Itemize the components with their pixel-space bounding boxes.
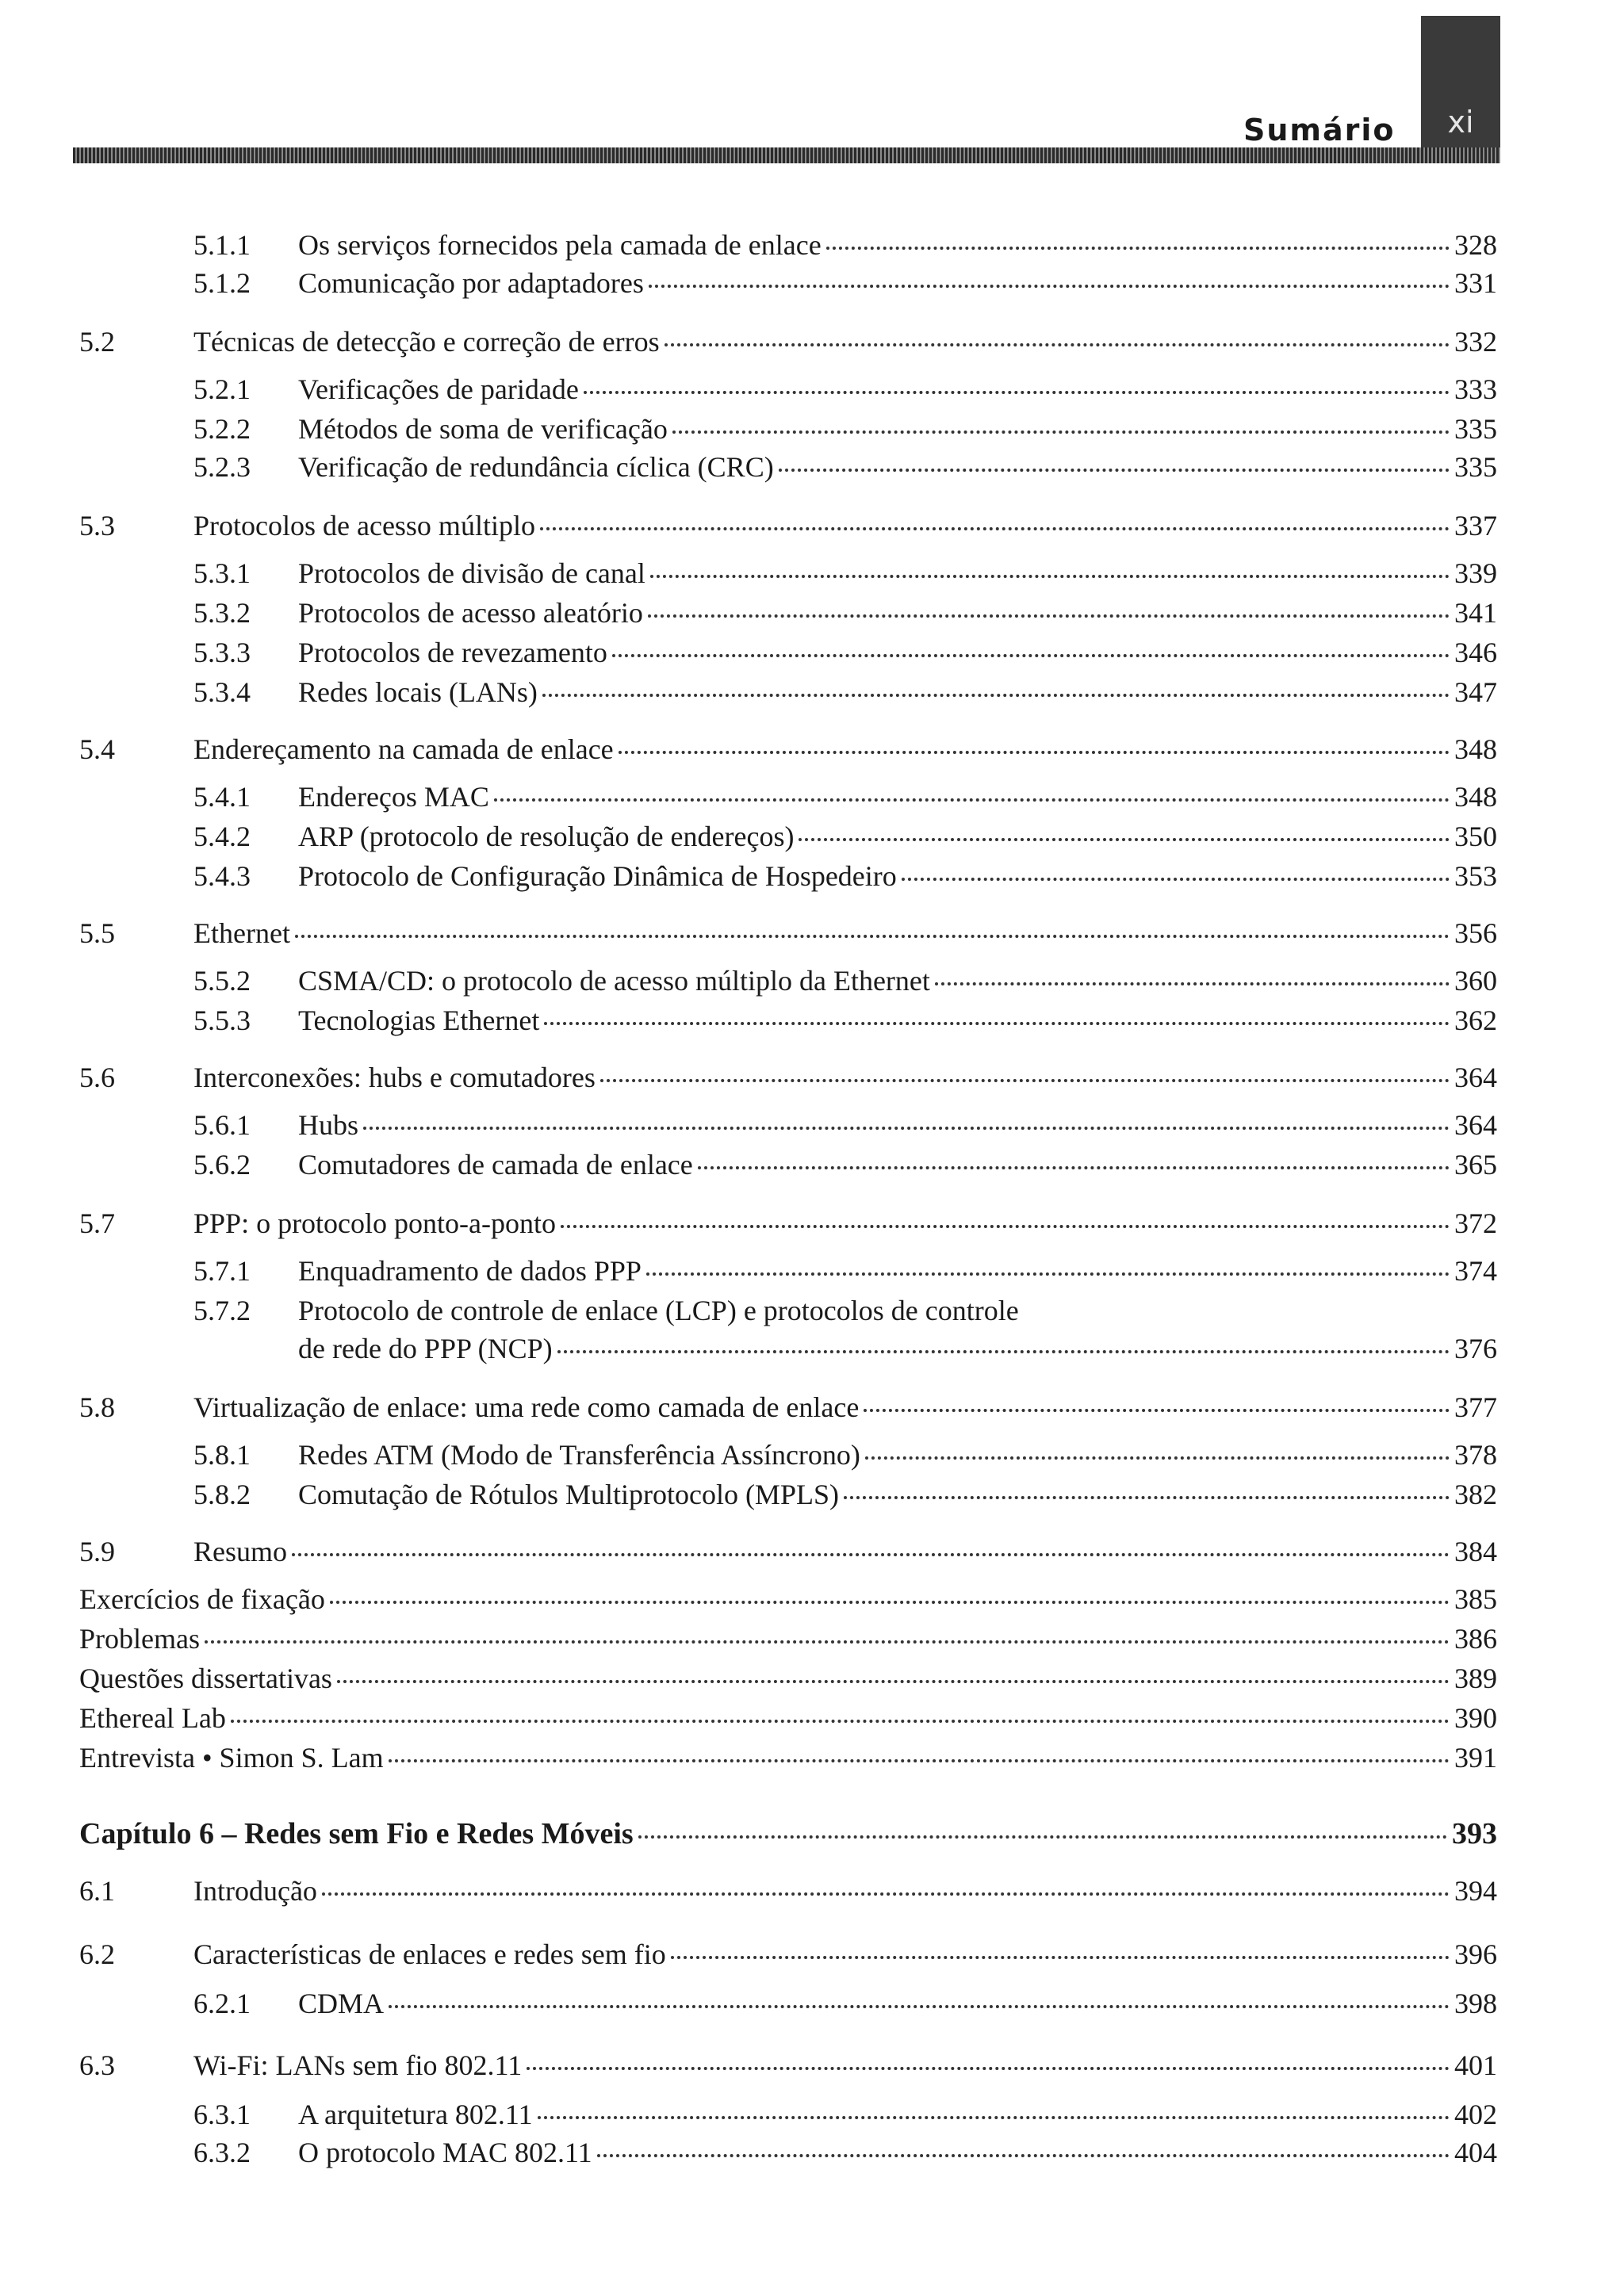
- toc-entry-leader-line: [298, 411, 1497, 447]
- dot-leader: [844, 1496, 1450, 1499]
- toc-entry-number: 5.9: [79, 1536, 115, 1567]
- toc-entry[interactable]: [0, 858, 1624, 894]
- toc-entry[interactable]: [0, 507, 1624, 544]
- toc-entry[interactable]: [0, 1002, 1624, 1039]
- toc-entry-page: 391: [1454, 1742, 1497, 1774]
- dot-leader: [540, 527, 1450, 530]
- toc-entry-title: Protocolos de acesso aleatório: [298, 597, 643, 629]
- toc-entry[interactable]: [0, 555, 1624, 591]
- toc-entry-title: Tecnologias Ethernet: [298, 1004, 540, 1036]
- dot-leader: [205, 1640, 1450, 1644]
- toc-entry[interactable]: [0, 411, 1624, 447]
- dot-leader: [612, 654, 1450, 657]
- toc-entry-leader-line: [298, 962, 1497, 999]
- toc-entry[interactable]: [0, 2096, 1624, 2133]
- toc-entry-title: CSMA/CD: o protocolo de acesso múltiplo da Ethernet: [298, 965, 930, 997]
- dot-leader: [544, 1022, 1450, 1025]
- toc-entry[interactable]: [0, 779, 1624, 815]
- toc-entry-page: 335: [1454, 451, 1497, 483]
- toc-entry-leader-line: [298, 1476, 1497, 1513]
- toc-entry-number: 5.2.2: [193, 413, 251, 445]
- toc-entry-leader-line: [298, 227, 1497, 263]
- toc-entry-title: Entrevista • Simon S. Lam: [79, 1742, 384, 1774]
- dot-leader: [650, 575, 1450, 578]
- toc-entry-title: Problemas: [79, 1623, 200, 1655]
- toc-entry-page: 364: [1454, 1062, 1497, 1093]
- dot-leader: [779, 469, 1450, 472]
- toc-entry-leader-line: [193, 1059, 1497, 1096]
- dot-leader: [826, 247, 1450, 250]
- toc-entry-title: O protocolo MAC 802.11: [298, 2137, 592, 2168]
- toc-entry-leader-line: [193, 1936, 1497, 1973]
- toc-entry-number: 5.3.2: [193, 597, 251, 629]
- toc-entry-page: 332: [1454, 326, 1497, 358]
- toc-entry-page: 393: [1452, 1817, 1497, 1850]
- toc-entry-title: ARP (protocolo de resolução de endereços): [298, 821, 795, 852]
- dot-leader: [600, 1079, 1450, 1082]
- toc-entry-leader-line: [298, 1107, 1497, 1143]
- toc-entry-number: 5.4.3: [193, 860, 251, 892]
- dot-leader: [864, 1409, 1450, 1412]
- toc-entry-number: 5.3.3: [193, 637, 251, 668]
- dot-leader: [330, 1601, 1450, 1604]
- dot-leader: [561, 1225, 1450, 1228]
- toc-entry-title: Interconexões: hubs e comutadores: [193, 1062, 596, 1093]
- toc-entry-page: 333: [1454, 373, 1497, 405]
- toc-entry-title: PPP: o protocolo ponto-a-ponto: [193, 1207, 556, 1239]
- toc-entry-leader-line: [298, 449, 1497, 485]
- toc-entry-number: 5.8: [79, 1391, 115, 1423]
- toc-chapter-entry[interactable]: [0, 1816, 1624, 1852]
- toc-entry-title: Técnicas de detecção e correção de erros: [193, 326, 660, 358]
- toc-entry[interactable]: [0, 449, 1624, 485]
- toc-entry-leader-line: [298, 1146, 1497, 1183]
- toc-entry[interactable]: [0, 2047, 1624, 2084]
- dot-leader: [638, 1835, 1447, 1839]
- toc-entry-number: 5.7: [79, 1207, 115, 1239]
- toc-entry-number: 5.3: [79, 510, 115, 541]
- toc-entry[interactable]: [0, 1476, 1624, 1513]
- toc-entry[interactable]: [0, 915, 1624, 951]
- toc-entry-page: 331: [1454, 267, 1497, 299]
- toc-entry[interactable]: [0, 1205, 1624, 1242]
- toc-entry-leader-line: [298, 1253, 1497, 1289]
- toc-entry[interactable]: [0, 1253, 1624, 1289]
- toc-entry[interactable]: [0, 1581, 1624, 1617]
- toc-entry-title: Ethernet: [193, 917, 290, 949]
- toc-entry-number: 5.1.2: [193, 267, 251, 299]
- toc-entry-page: 360: [1454, 965, 1497, 997]
- toc-entry[interactable]: [0, 674, 1624, 710]
- toc-entry-number: 5.2.1: [193, 373, 251, 405]
- toc-entry-page: 365: [1454, 1149, 1497, 1181]
- toc-entry[interactable]: [0, 634, 1624, 671]
- dot-leader: [646, 1272, 1450, 1276]
- toc-entry[interactable]: [0, 1700, 1624, 1736]
- toc-entry-title: Métodos de soma de verificação: [298, 413, 668, 445]
- toc-entry-leader-line: [298, 2096, 1497, 2133]
- toc-entry-leader-line: [193, 1389, 1497, 1425]
- dot-leader: [648, 614, 1450, 618]
- toc-entry-leader-line: [298, 371, 1497, 408]
- toc-entry-title: Endereçamento na camada de enlace: [193, 733, 614, 765]
- toc-entry-number: 5.8.2: [193, 1479, 251, 1510]
- toc-entry[interactable]: [0, 1660, 1624, 1697]
- toc-entry[interactable]: [0, 1739, 1624, 1776]
- toc-entry[interactable]: [0, 2134, 1624, 2171]
- toc-entry[interactable]: [0, 1107, 1624, 1143]
- toc-entry[interactable]: [0, 1437, 1624, 1473]
- toc-entry-leader-line: [298, 1437, 1497, 1473]
- toc-entry-title: Protocolos de revezamento: [298, 637, 607, 668]
- toc-entry-number: 5.4: [79, 733, 115, 765]
- dot-leader: [538, 2116, 1450, 2119]
- running-header-title: Sumário: [1243, 113, 1396, 147]
- toc-entry-page: 376: [1454, 1333, 1497, 1364]
- toc-entry-title: Wi-Fi: LANs sem fio 802.11: [193, 2049, 523, 2081]
- toc-entry-page: 394: [1454, 1875, 1497, 1907]
- toc-entry-title-continued: de rede do PPP (NCP): [298, 1333, 553, 1364]
- toc-entry-title: Redes ATM (Modo de Transferência Assíncrono): [298, 1439, 860, 1471]
- toc-entry-title: Características de enlaces e redes sem fio: [193, 1938, 666, 1970]
- toc-entry-page: 377: [1454, 1391, 1497, 1423]
- toc-entry-leader-line: [298, 818, 1497, 855]
- dot-leader: [527, 2067, 1450, 2070]
- toc-entry-leader-line: [298, 674, 1497, 710]
- toc-entry-leader-line: [298, 265, 1497, 301]
- toc-entry-number: 5.6.2: [193, 1149, 251, 1181]
- toc-entry-number: 5.3.4: [193, 676, 251, 708]
- toc-entry-title: Protocolo de controle de enlace (LCP) e protocolos de controle: [298, 1295, 1019, 1326]
- toc-entry[interactable]: [0, 962, 1624, 999]
- toc-entry-title: Exercícios de fixação: [79, 1583, 325, 1615]
- toc-entry-number: 5.6: [79, 1062, 115, 1093]
- toc-entry-title: Resumo: [193, 1536, 288, 1567]
- toc-entry-page: 353: [1454, 860, 1497, 892]
- toc-entry-title: Capítulo 6 – Redes sem Fio e Redes Móveis: [79, 1817, 634, 1850]
- toc-entry-title: Comunicação por adaptadores: [298, 267, 644, 299]
- toc-entry-page: 402: [1454, 2099, 1497, 2130]
- dot-leader: [619, 751, 1450, 754]
- dot-leader: [672, 430, 1450, 434]
- toc-entry[interactable]: [0, 1292, 1624, 1364]
- toc-entry-title: Redes locais (LANs): [298, 676, 538, 708]
- dot-leader: [337, 1680, 1450, 1683]
- toc-entry-number: 5.4.2: [193, 821, 251, 852]
- toc-entry-title: Protocolos de acesso múltiplo: [193, 510, 535, 541]
- toc-entry-page: 348: [1454, 733, 1497, 765]
- dot-leader: [584, 391, 1450, 394]
- toc-entry-leader-line: [193, 2047, 1497, 2084]
- toc-entry[interactable]: [0, 265, 1624, 301]
- toc-entry-number: 6.3: [79, 2049, 115, 2081]
- toc-entry-title: A arquitetura 802.11: [298, 2099, 533, 2130]
- dot-leader: [671, 1956, 1450, 1959]
- toc-entry-page: 385: [1454, 1583, 1497, 1615]
- toc-entry-leader-line: [298, 2134, 1497, 2171]
- toc-entry-title: Enquadramento de dados PPP: [298, 1255, 642, 1287]
- toc-entry[interactable]: [0, 1389, 1624, 1425]
- toc-entry-leader-line: [298, 634, 1497, 671]
- dot-leader: [322, 1892, 1450, 1896]
- toc-entry-page: 378: [1454, 1439, 1497, 1471]
- toc-entry-title: Comutadores de camada de enlace: [298, 1149, 693, 1181]
- dot-leader: [542, 694, 1450, 697]
- toc-entry-leader-line: [298, 779, 1497, 815]
- toc-entry-leader-line: [298, 858, 1497, 894]
- page-number: xi: [1447, 105, 1474, 140]
- toc-entry-leader-line: [193, 915, 1497, 951]
- toc-entry-page: 396: [1454, 1938, 1497, 1970]
- toc-entry-number: 6.2.1: [193, 1988, 251, 2019]
- toc-entry-leader-line: [193, 1205, 1497, 1242]
- toc-entry-page: 404: [1454, 2137, 1497, 2168]
- toc-entry[interactable]: [0, 371, 1624, 408]
- dot-leader: [665, 343, 1450, 346]
- toc-entry-number: 5.1.1: [193, 229, 251, 261]
- toc-entry-title: CDMA: [298, 1988, 385, 2019]
- toc-entry-page: 372: [1454, 1207, 1497, 1239]
- toc-entry-leader-line: [79, 1621, 1497, 1657]
- toc-entry-page: 335: [1454, 413, 1497, 445]
- toc-entry-title: Hubs: [298, 1109, 359, 1141]
- toc-entry-page: 346: [1454, 637, 1497, 668]
- toc-entry-page: 398: [1454, 1988, 1497, 2019]
- toc-entry-number: 5.5: [79, 917, 115, 949]
- toc-entry-title: Questões dissertativas: [79, 1663, 332, 1694]
- toc-entry-page: 382: [1454, 1479, 1497, 1510]
- dot-leader: [557, 1350, 1450, 1353]
- toc-entry-leader-line: [79, 1660, 1497, 1697]
- toc-entry-page: 341: [1454, 597, 1497, 629]
- toc-entry[interactable]: [0, 1873, 1624, 1909]
- dot-leader: [649, 285, 1450, 288]
- toc-entry-page: 389: [1454, 1663, 1497, 1694]
- toc-entry-page: 364: [1454, 1109, 1497, 1141]
- toc-entry-leader-line: [298, 1330, 1497, 1367]
- toc-entry-leader-line: [79, 1739, 1497, 1776]
- toc-entry-leader-line: [298, 1002, 1497, 1039]
- dot-leader: [295, 935, 1450, 938]
- toc-entry-page: 390: [1454, 1702, 1497, 1734]
- toc-entry-title: Os serviços fornecidos pela camada de enlace: [298, 229, 822, 261]
- toc-entry-title: Verificação de redundância cíclica (CRC): [298, 451, 774, 483]
- toc-entry-title: Endereços MAC: [298, 781, 489, 813]
- toc-entry-number: 6.1: [79, 1875, 115, 1907]
- toc-entry-leader-line: [298, 1985, 1497, 2022]
- toc-entry-title: Comutação de Rótulos Multiprotocolo (MPLS): [298, 1479, 839, 1510]
- toc-entry-title: Virtualização de enlace: uma rede como camada de enlace: [193, 1391, 860, 1423]
- toc-entry-leader-line: [79, 1581, 1497, 1617]
- toc-entry-page: 350: [1454, 821, 1497, 852]
- toc-entry-leader-line: [298, 595, 1497, 631]
- dot-leader: [231, 1720, 1450, 1723]
- toc-entry-page: 386: [1454, 1623, 1497, 1655]
- toc-entry-number: 5.7.1: [193, 1255, 251, 1287]
- toc-entry-number: 5.5.2: [193, 965, 251, 997]
- toc-entry-page: 401: [1454, 2049, 1497, 2081]
- page-number-tab: [1421, 16, 1500, 163]
- toc-entry[interactable]: [0, 1146, 1624, 1183]
- toc-entry-leader-line: [79, 1700, 1497, 1736]
- toc-entry-number: 6.2: [79, 1938, 115, 1970]
- toc-entry-page: 356: [1454, 917, 1497, 949]
- toc-entry-title: Protocolos de divisão de canal: [298, 557, 645, 589]
- toc-entry-page: 384: [1454, 1536, 1497, 1567]
- toc-entry-number: 5.2: [79, 326, 115, 358]
- toc-entry[interactable]: [0, 595, 1624, 631]
- toc-entry-leader-line: [193, 1533, 1497, 1570]
- toc-entry-number: 5.5.3: [193, 1004, 251, 1036]
- toc-entry-leader-line: [193, 323, 1497, 360]
- toc-entry-number: 5.7.2: [193, 1295, 251, 1326]
- toc-entry[interactable]: [0, 1533, 1624, 1570]
- toc-entry-page: 337: [1454, 510, 1497, 541]
- header-rule: [73, 147, 1500, 163]
- toc-entry-page: 362: [1454, 1004, 1497, 1036]
- toc-entry-number: 5.8.1: [193, 1439, 251, 1471]
- toc-entry-leader-line: [193, 507, 1497, 544]
- toc-entry[interactable]: [0, 227, 1624, 263]
- toc-entry-page: 347: [1454, 676, 1497, 708]
- dot-leader: [698, 1166, 1450, 1169]
- toc-entry-leader-line: [193, 1873, 1497, 1909]
- toc-entry-number: 5.2.3: [193, 451, 251, 483]
- dot-leader: [902, 878, 1450, 881]
- toc-entry-leader-line: [193, 731, 1497, 767]
- dot-leader: [865, 1456, 1450, 1460]
- toc-entry-leader-line: [298, 555, 1497, 591]
- toc-entry-title: Ethereal Lab: [79, 1702, 226, 1734]
- toc-entry-leader-line: [79, 1816, 1497, 1852]
- dot-leader: [363, 1127, 1450, 1130]
- toc-entry[interactable]: [0, 1985, 1624, 2022]
- dot-leader: [799, 838, 1450, 841]
- dot-leader: [389, 2005, 1450, 2008]
- toc-entry-number: 5.6.1: [193, 1109, 251, 1141]
- dot-leader: [597, 2154, 1450, 2157]
- toc-entry-title: Verificações de paridade: [298, 373, 579, 405]
- toc-entry[interactable]: [0, 323, 1624, 360]
- toc-entry[interactable]: [0, 1059, 1624, 1096]
- toc-entry-page: 348: [1454, 781, 1497, 813]
- toc-entry[interactable]: [0, 1936, 1624, 1973]
- toc-entry-page: 374: [1454, 1255, 1497, 1287]
- toc-entry-number: 5.4.1: [193, 781, 251, 813]
- toc-entry-page: 328: [1454, 229, 1497, 261]
- dot-leader: [389, 1759, 1450, 1762]
- toc-entry-title: Protocolo de Configuração Dinâmica de Hospedeiro: [298, 860, 897, 892]
- toc-entry-number: 5.3.1: [193, 557, 251, 589]
- dot-leader: [292, 1553, 1450, 1556]
- toc-entry-page: 339: [1454, 557, 1497, 589]
- dot-leader: [935, 982, 1450, 985]
- toc-entry-number: 6.3.2: [193, 2137, 251, 2168]
- dot-leader: [494, 798, 1450, 802]
- toc-entry[interactable]: [0, 731, 1624, 767]
- toc-entry-title: Introdução: [193, 1875, 317, 1907]
- toc-entry-number: 6.3.1: [193, 2099, 251, 2130]
- toc-entry[interactable]: [0, 818, 1624, 855]
- toc-entry[interactable]: [0, 1621, 1624, 1657]
